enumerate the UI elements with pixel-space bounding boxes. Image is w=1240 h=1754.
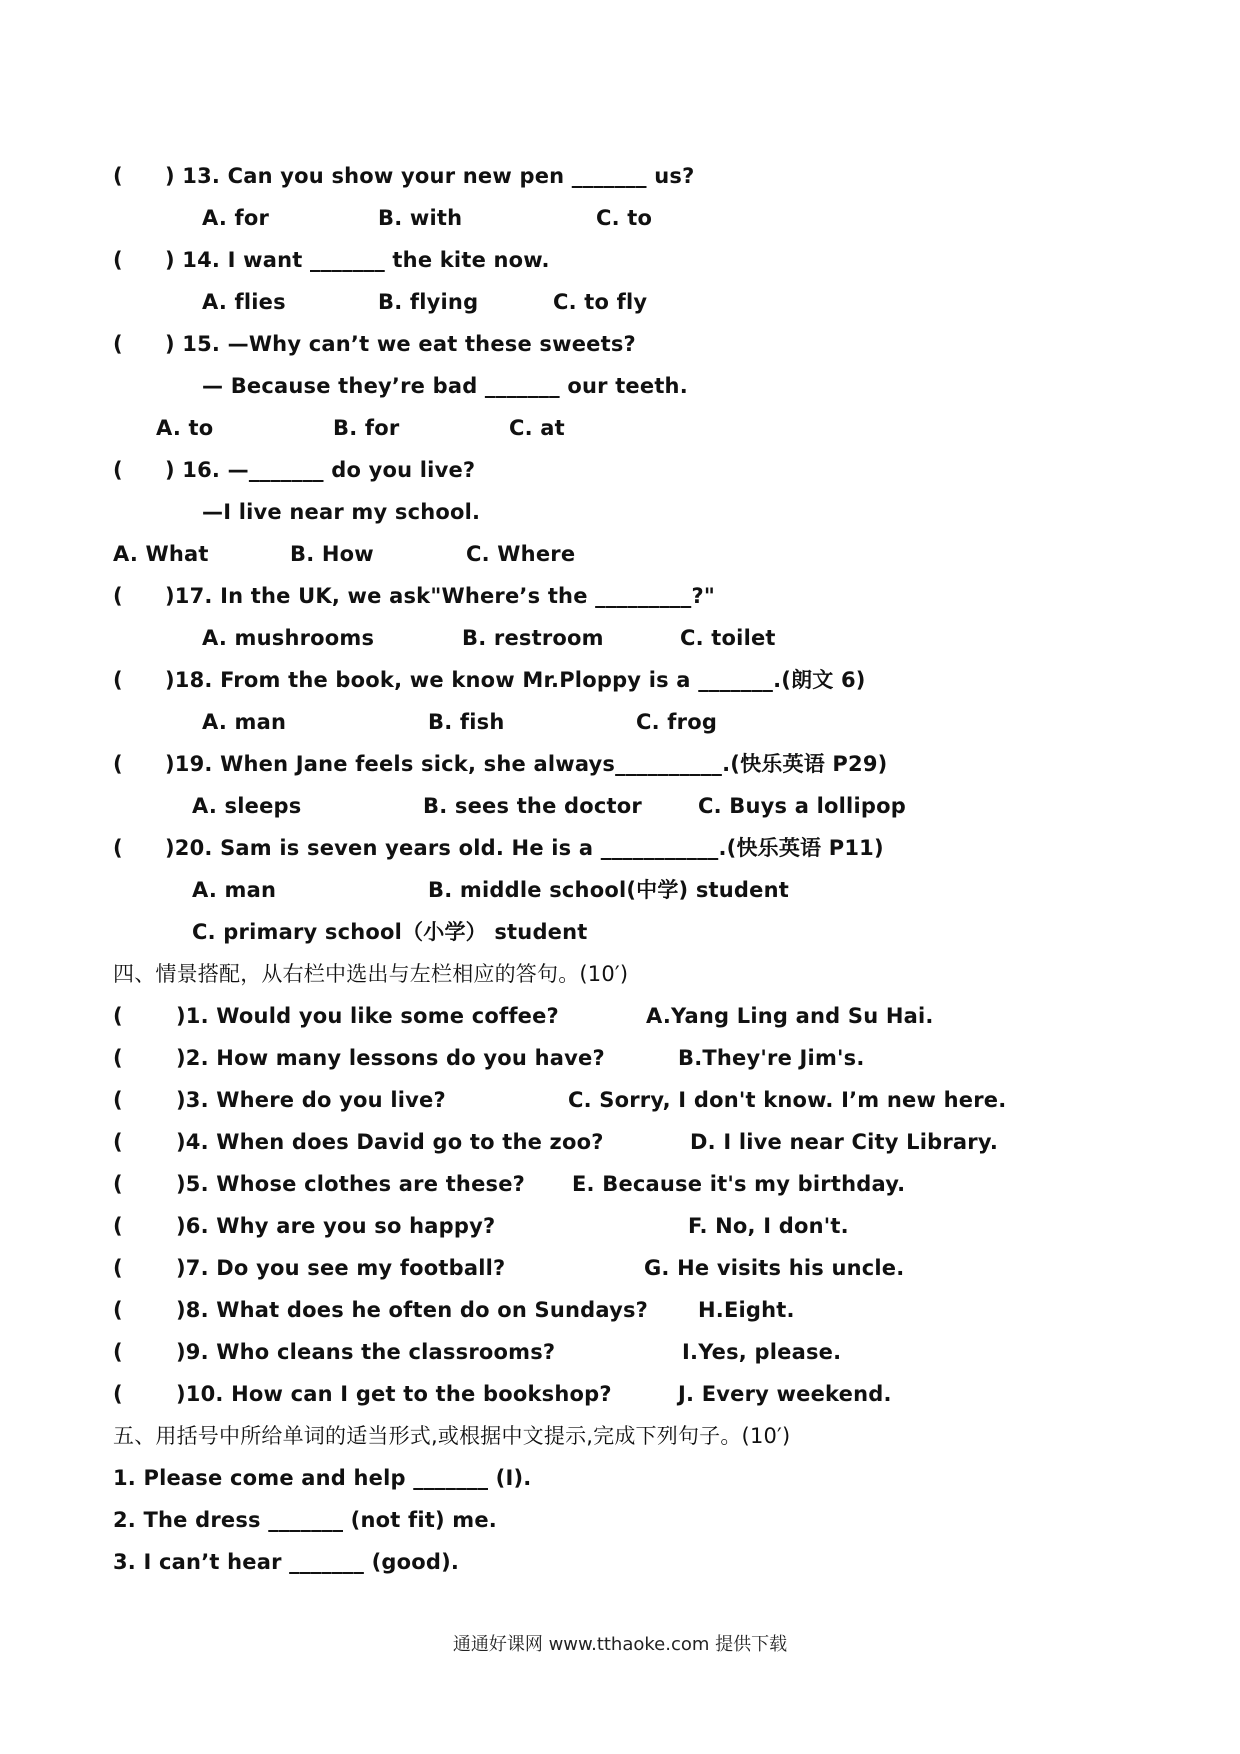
answer-paren[interactable]: ( (113, 1214, 123, 1238)
page-footer: 通通好课网 www.tthaoke.com 提供下载 (452, 1634, 788, 1655)
option-b: B. middle school(中学) student (428, 878, 790, 902)
matching-left: )9. Who cleans the classrooms? (176, 1340, 556, 1364)
matching-right: B.They're Jim's. (678, 1046, 865, 1070)
option-a: A. to (156, 416, 214, 440)
matching-left: )10. How can I get to the bookshop? (176, 1382, 612, 1406)
section-title: 五、用括号中所给单词的适当形式,或根据中文提示,完成下列句子。(10′) (113, 1424, 791, 1448)
matching-right: D. I live near City Library. (690, 1130, 998, 1154)
matching-right: H.Eight. (698, 1298, 795, 1322)
fill-sentence-text: 2. The dress _______ (not fit) me. (113, 1508, 497, 1532)
question-stem: )18. From the book, we know Mr.Ploppy is a _______.(朗文 6) (165, 668, 866, 692)
section-title: 四、情景搭配，从右栏中选出与左栏相应的答句。(10′) (113, 962, 629, 986)
option-c: C. frog (636, 710, 718, 734)
option-a: A. mushrooms (202, 626, 375, 650)
option-a: A. What (113, 542, 209, 566)
matching-left: )1. Would you like some coffee? (176, 1004, 559, 1028)
option-c: C. to fly (553, 290, 648, 314)
matching-right: G. He visits his uncle. (644, 1256, 905, 1280)
matching-right: E. Because it's my birthday. (572, 1172, 906, 1196)
option-c: C. at (509, 416, 565, 440)
option-b: B. with (378, 206, 463, 230)
answer-paren[interactable]: ( (113, 458, 123, 482)
answer-paren[interactable]: ( (113, 164, 123, 188)
fill-sentence-text: 1. Please come and help _______ (I). (113, 1466, 532, 1490)
question-stem: )20. Sam is seven years old. He is a ___________.(快乐英语 P11) (165, 836, 884, 860)
answer-paren[interactable]: ( (113, 1004, 123, 1028)
answer-paren[interactable]: ( (113, 1088, 123, 1112)
matching-right: C. Sorry, I don't know. I’m new here. (568, 1088, 1007, 1112)
answer-paren[interactable]: ( (113, 836, 123, 860)
option-a: A. man (192, 878, 277, 902)
answer-paren[interactable]: ( (113, 1382, 123, 1406)
answer-paren[interactable]: ( (113, 1298, 123, 1322)
answer-paren[interactable]: ( (113, 584, 123, 608)
question-stem-line2: — Because they’re bad _______ our teeth. (202, 374, 688, 398)
option-b: B. sees the doctor (423, 794, 642, 818)
answer-paren[interactable]: ( (113, 332, 123, 356)
question-stem: ) 15. —Why can’t we eat these sweets? (165, 332, 636, 356)
answer-paren[interactable]: ( (113, 1130, 123, 1154)
option-b: B. restroom (462, 626, 604, 650)
matching-left: )8. What does he often do on Sundays? (176, 1298, 649, 1322)
option-b: B. How (290, 542, 374, 566)
option-c: C. Where (466, 542, 576, 566)
option-b: B. fish (428, 710, 505, 734)
question-stem: ) 13. Can you show your new pen _______ us? (165, 164, 695, 188)
question-stem: )19. When Jane feels sick, she always__________.(快乐英语 P29) (165, 752, 888, 776)
option-a: A. man (202, 710, 287, 734)
question-stem: )17. In the UK, we ask"Where’s the _________?" (165, 584, 715, 608)
question-stem: ) 14. I want _______ the kite now. (165, 248, 550, 272)
matching-right: J. Every weekend. (678, 1382, 892, 1406)
matching-right: A.Yang Ling and Su Hai. (646, 1004, 934, 1028)
matching-left: )6. Why are you so happy? (176, 1214, 496, 1238)
fill-sentence-text: 3. I can’t hear _______ (good). (113, 1550, 460, 1574)
option-c: C. to (596, 206, 653, 230)
option-b: B. for (333, 416, 400, 440)
option-a: A. sleeps (192, 794, 302, 818)
answer-paren[interactable]: ( (113, 1046, 123, 1070)
answer-paren[interactable]: ( (113, 1340, 123, 1364)
answer-paren[interactable]: ( (113, 752, 123, 776)
option-a: A. flies (202, 290, 286, 314)
matching-left: )4. When does David go to the zoo? (176, 1130, 604, 1154)
option-c: C. primary school（小学） student (192, 920, 588, 944)
answer-paren[interactable]: ( (113, 1256, 123, 1280)
matching-left: )5. Whose clothes are these? (176, 1172, 526, 1196)
matching-left: )2. How many lessons do you have? (176, 1046, 605, 1070)
matching-left: )3. Where do you live? (176, 1088, 446, 1112)
option-a: A. for (202, 206, 270, 230)
matching-right: I.Yes, please. (682, 1340, 842, 1364)
question-stem-line2: —I live near my school. (202, 500, 481, 524)
answer-paren[interactable]: ( (113, 248, 123, 272)
option-b: B. flying (378, 290, 479, 314)
question-stem: ) 16. —_______ do you live? (165, 458, 476, 482)
matching-right: F. No, I don't. (688, 1214, 849, 1238)
answer-paren[interactable]: ( (113, 1172, 123, 1196)
option-c: C. Buys a lollipop (698, 794, 906, 818)
option-c: C. toilet (680, 626, 776, 650)
answer-paren[interactable]: ( (113, 668, 123, 692)
matching-left: )7. Do you see my football? (176, 1256, 506, 1280)
